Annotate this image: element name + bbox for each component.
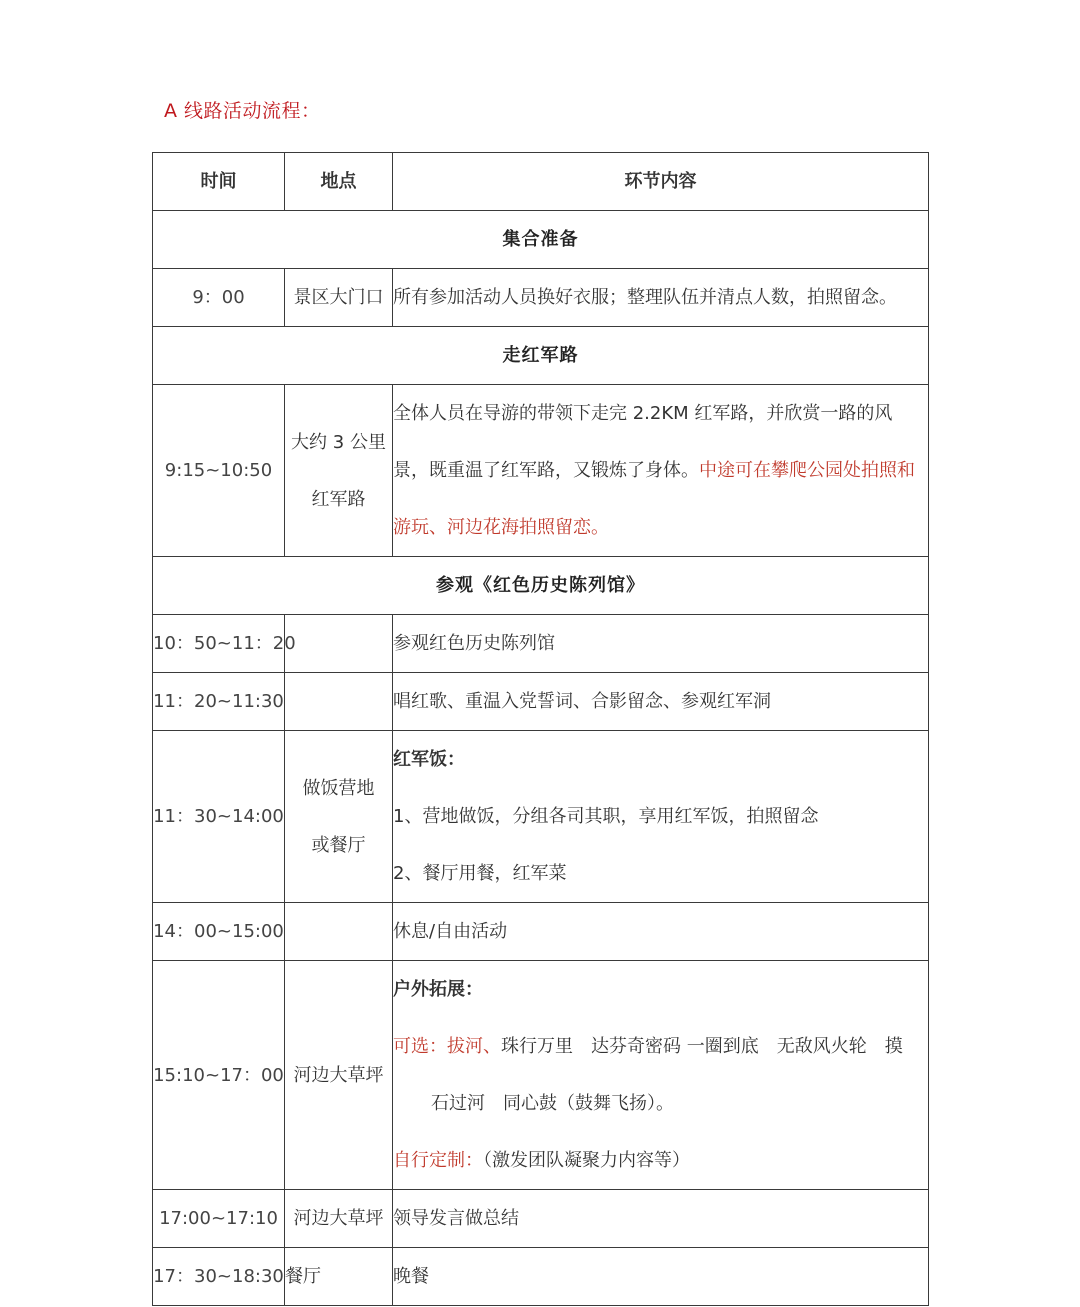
table-row	[153, 385, 929, 557]
custom-label: 自行定制：	[393, 1150, 483, 1171]
place-cell	[285, 385, 393, 557]
table-row	[153, 961, 929, 1190]
time-cell: 14：00~15:00	[153, 903, 285, 961]
highlight-text: 中途可在攀爬公园处拍照和游玩、河边花海拍照留恋。	[393, 460, 915, 538]
section-title-museum: 参观《红色历史陈列馆》	[153, 557, 929, 615]
section-row	[153, 557, 929, 615]
page-title: A 线路活动流程：	[164, 100, 321, 122]
place-line: 做饭营地	[302, 777, 375, 799]
place-cell: 河边大草坪	[285, 961, 393, 1190]
header-time: 时间	[153, 153, 285, 211]
content-title: 户外拓展：	[393, 979, 483, 1000]
place-cell	[285, 673, 393, 731]
table-row	[153, 1248, 929, 1306]
content-line	[393, 1132, 928, 1189]
content-line: 2、餐厅用餐，红军菜	[393, 863, 567, 884]
content-cell	[393, 961, 929, 1190]
content-cell: 休息/自由活动	[393, 903, 929, 961]
time-cell: 9:15~10:50	[153, 385, 285, 557]
section-title-march: 走红军路	[153, 327, 929, 385]
table-row	[153, 1190, 929, 1248]
content-text: 全体人员在导游的带领下走完 2.2KM 红军路，并欣赏一路的风景，既重温了红军路，又锻炼了身体。	[393, 403, 893, 481]
table-row	[153, 903, 929, 961]
header-place: 地点	[285, 153, 393, 211]
time-cell: 17：30~18:30	[153, 1248, 285, 1306]
section-row	[153, 327, 929, 385]
table-header-row	[153, 153, 929, 211]
table-row	[153, 615, 929, 673]
place-cell	[285, 615, 393, 673]
content-cell: 晚餐	[393, 1248, 929, 1306]
time-cell: 11：20~11:30	[153, 673, 285, 731]
optional-items: 珠行万里 达芬奇密码 一圈到底 无敌风火轮 摸	[501, 1036, 903, 1057]
content-cell	[393, 731, 929, 903]
place-cell	[285, 903, 393, 961]
table-row	[153, 269, 929, 327]
time-cell: 10：50~11：20	[153, 615, 285, 673]
content-cell: 领导发言做总结	[393, 1190, 929, 1248]
content-cell	[393, 385, 929, 557]
header-content: 环节内容	[393, 153, 929, 211]
section-row	[153, 211, 929, 269]
place-cell: 河边大草坪	[285, 1190, 393, 1248]
content-title: 红军饭：	[393, 749, 465, 770]
optional-label: 可选：拔河、	[393, 1036, 501, 1057]
table-row	[153, 673, 929, 731]
place-line: 红军路	[311, 488, 366, 510]
place-line: 大约 3 公里	[291, 431, 386, 453]
schedule-table	[152, 152, 929, 1306]
time-cell: 15:10~17：00	[153, 961, 285, 1190]
place-line: 或餐厅	[311, 834, 366, 856]
section-title-gather: 集合准备	[153, 211, 929, 269]
content-cell: 所有参加活动人员换好衣服；整理队伍并清点人数，拍照留念。	[393, 269, 929, 327]
table-row	[153, 731, 929, 903]
optional-items-cont: 石过河 同心鼓（鼓舞飞扬）。	[431, 1093, 674, 1114]
place-cell: 景区大门口	[285, 269, 393, 327]
content-line: 1、营地做饭，分组各司其职，享用红军饭，拍照留念	[393, 806, 819, 827]
place-cell	[285, 731, 393, 903]
time-cell: 11：30~14:00	[153, 731, 285, 903]
content-line	[393, 1018, 928, 1075]
place-cell: 餐厅	[285, 1248, 393, 1306]
content-line	[393, 1075, 928, 1132]
custom-text: （激发团队凝聚力内容等）	[483, 1150, 690, 1171]
time-cell: 17:00~17:10	[153, 1190, 285, 1248]
content-cell: 唱红歌、重温入党誓词、合影留念、参观红军洞	[393, 673, 929, 731]
content-cell: 参观红色历史陈列馆	[393, 615, 929, 673]
time-cell: 9：00	[153, 269, 285, 327]
